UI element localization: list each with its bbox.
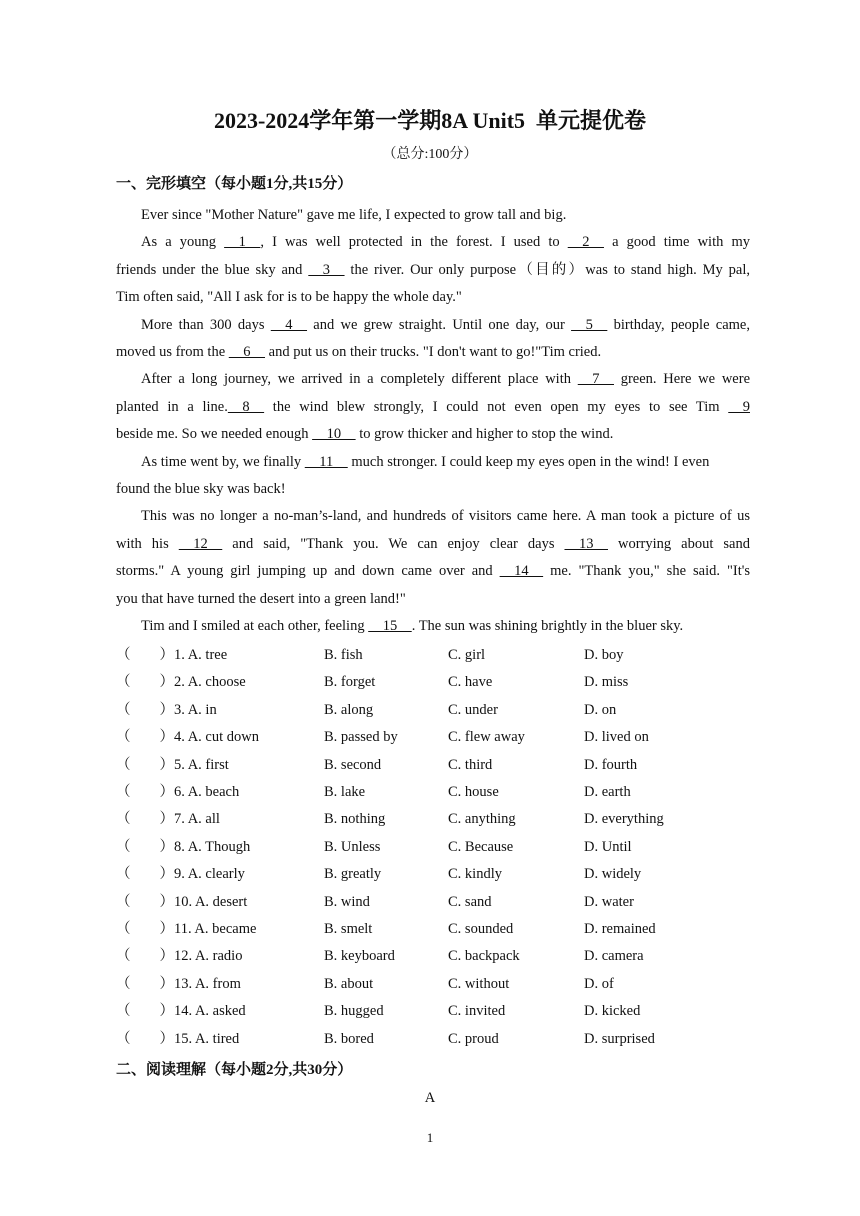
answer-bracket: （ ）: [116, 674, 174, 691]
passage-line: [141, 205, 750, 225]
total-score: （总分:100分）: [382, 147, 478, 162]
option-d: D. Until: [584, 838, 632, 855]
passage-line: [141, 616, 750, 636]
option-d: D. surprised: [584, 1030, 655, 1047]
option-c: C. anything: [448, 811, 516, 828]
answer-bracket: （ ）: [116, 948, 174, 965]
page-title: 2023-2024学年第一学期8A Unit5 单元提优卷: [213, 108, 647, 133]
passage-text: storms." A young girl jumping up and down came over and: [116, 563, 500, 580]
option-a: 13. A. from: [174, 975, 241, 992]
option-d: D. of: [584, 975, 614, 992]
passage-text: Tim often said, "All I ask for is to be happy the whole day.": [116, 289, 462, 306]
passage-text: beside me. So we needed enough: [116, 426, 313, 443]
option-b: B. forget: [324, 674, 376, 691]
passage-line: [141, 232, 750, 252]
passage-text: a good time with my: [603, 234, 750, 251]
option-d: D. widely: [584, 866, 642, 883]
option-d: D. water: [584, 893, 634, 910]
answer-bracket: （ ）: [116, 647, 174, 663]
answer-blank: 12: [178, 535, 223, 552]
option-b: B. along: [324, 701, 374, 718]
option-c: C. backpack: [448, 948, 520, 965]
passage-line: [141, 452, 750, 472]
page-number: 1: [426, 1130, 434, 1145]
option-d: D. lived on: [584, 729, 649, 746]
question-row: [116, 946, 756, 966]
answer-blank: 8: [227, 398, 265, 415]
option-b: B. keyboard: [324, 948, 395, 965]
option-a: 4. A. cut down: [174, 729, 259, 746]
answer-blank: 1: [224, 234, 261, 251]
passage-line: [141, 369, 750, 389]
option-b: B. lake: [324, 784, 366, 800]
option-b: B. wind: [324, 893, 370, 910]
passage-text: friends under the blue sky and: [116, 261, 309, 278]
passage-text: green. Here we were: [613, 371, 751, 388]
passage-line: [116, 589, 750, 609]
passage-text: As a young: [141, 234, 225, 251]
passage-text: Ever since "Mother Nature" gave me life, I expected to grow tall and big.: [141, 207, 567, 223]
question-row: [116, 782, 756, 802]
option-c: C. invited: [448, 1003, 506, 1020]
passage-text: moved us from the: [116, 344, 229, 360]
passage-line: [116, 424, 750, 444]
option-a: 11. A. became: [174, 921, 257, 937]
section-2-heading: 二、阅读理解（每小题2分,共30分）: [116, 1062, 353, 1078]
option-d: D. kicked: [584, 1003, 641, 1020]
option-d: D. boy: [584, 647, 624, 663]
passage-text: birthday, people came,: [607, 316, 750, 333]
option-a: 10. A. desert: [174, 893, 248, 910]
passage-text: you that have turned the desert into a green land!": [116, 590, 406, 607]
answer-blank: 4: [270, 316, 308, 333]
answer-bracket: （ ）: [116, 838, 174, 855]
option-d: D. on: [584, 701, 617, 718]
option-a: 6. A. beach: [174, 784, 240, 800]
passage-text: worrying about sand: [607, 535, 750, 552]
option-b: B. bored: [324, 1030, 374, 1047]
answer-bracket: （ ）: [116, 729, 174, 746]
option-d: D. camera: [584, 948, 644, 965]
option-c: C. under: [448, 701, 498, 718]
passage-text: and said, "Thank you. We can enjoy clear days: [222, 535, 565, 552]
passage-text: After a long journey, we arrived in a completely different place with: [141, 371, 578, 388]
option-b: B. passed by: [324, 729, 398, 746]
question-row: [116, 864, 756, 884]
answer-bracket: （ ）: [116, 1003, 174, 1020]
option-b: B. about: [324, 975, 374, 992]
option-d: D. everything: [584, 811, 664, 828]
passage-text: , I was well protected in the forest. I used to: [260, 234, 568, 251]
option-a: 7. A. all: [174, 811, 220, 828]
option-b: B. smelt: [324, 921, 373, 937]
passage-line: [116, 479, 750, 499]
option-c: C. Because: [448, 838, 514, 855]
question-row: [116, 1029, 756, 1049]
answer-bracket: （ ）: [116, 756, 174, 773]
question-row: [116, 837, 756, 857]
option-c: C. third: [448, 756, 493, 773]
option-b: B. hugged: [324, 1003, 384, 1020]
option-a: 5. A. first: [174, 756, 229, 773]
passage-text: much stronger. I could keep my eyes open in the wind! I even: [347, 453, 710, 470]
question-row: [116, 672, 756, 692]
question-row: [116, 809, 756, 829]
option-c: C. girl: [448, 647, 486, 663]
option-b: B. Unless: [324, 838, 381, 855]
passage-line: [116, 561, 750, 581]
option-c: C. proud: [448, 1030, 499, 1047]
option-b: B. second: [324, 756, 382, 773]
passage-text: planted in a line.: [116, 398, 228, 415]
answer-blank: 6: [228, 344, 266, 360]
option-c: C. sand: [448, 893, 492, 910]
answer-blank: 11: [304, 453, 348, 470]
answer-blank: 2: [567, 234, 604, 251]
answer-bracket: （ ）: [116, 1030, 174, 1047]
answer-bracket: （ ）: [116, 975, 174, 992]
answer-bracket: （ ）: [116, 811, 174, 828]
option-b: B. greatly: [324, 866, 382, 883]
passage-line: [116, 534, 750, 554]
answer-bracket: （ ）: [116, 784, 174, 800]
option-a: 1. A. tree: [174, 647, 228, 663]
option-c: C. kindly: [448, 866, 502, 883]
question-row: [116, 1001, 756, 1021]
option-a: 15. A. tired: [174, 1030, 240, 1047]
option-c: C. house: [448, 784, 499, 800]
question-row: [116, 727, 756, 747]
passage-label: A: [424, 1090, 436, 1106]
option-c: C. without: [448, 975, 510, 992]
answer-bracket: （ ）: [116, 866, 174, 883]
question-row: [116, 974, 756, 994]
section-1-heading: 一、完形填空（每小题1分,共15分）: [116, 176, 353, 192]
passage-line: [141, 506, 750, 526]
passage-text: me. "Thank you," she said. "It's: [543, 563, 750, 580]
option-a: 14. A. asked: [174, 1003, 246, 1020]
option-c: C. flew away: [448, 729, 525, 746]
passage-text: This was no longer a no-man’s-land, and hundreds of visitors came here. A man took a picture of us: [141, 508, 750, 525]
option-c: C. sounded: [448, 921, 514, 937]
passage-line: [116, 287, 750, 307]
answer-bracket: （ ）: [116, 701, 174, 718]
passage-line: [116, 342, 750, 362]
option-b: B. nothing: [324, 811, 386, 828]
option-a: 9. A. clearly: [174, 866, 245, 883]
question-row: [116, 700, 756, 720]
option-d: D. miss: [584, 674, 629, 691]
passage-text: with his: [116, 535, 179, 552]
option-d: D. fourth: [584, 756, 638, 773]
passage-text: More than 300 days: [141, 316, 271, 333]
option-a: 12. A. radio: [174, 948, 243, 965]
option-b: B. fish: [324, 647, 363, 663]
passage-line: [116, 397, 750, 417]
option-c: C. have: [448, 674, 493, 691]
passage-line: [141, 315, 750, 335]
answer-bracket: （ ）: [116, 893, 174, 910]
option-a: 8. A. Though: [174, 838, 251, 855]
option-d: D. remained: [584, 921, 656, 937]
option-a: 3. A. in: [174, 701, 217, 718]
question-row: [116, 892, 756, 912]
question-row: [116, 755, 756, 775]
passage-text: and put us on their trucks. "I don't want to go!"Tim cried.: [265, 344, 602, 360]
answer-blank: 9: [728, 398, 750, 415]
passage-line: [116, 260, 750, 280]
passage-text: Tim and I smiled at each other, feeling: [141, 618, 369, 634]
passage-text: . The sun was shining brightly in the bluer sky.: [411, 618, 684, 634]
passage-text: As time went by, we finally: [141, 453, 305, 470]
answer-blank: 15: [368, 618, 412, 634]
answer-blank: 14: [499, 563, 544, 580]
answer-blank: 13: [564, 535, 608, 552]
passage-text: and we grew straight. Until one day, our: [307, 316, 572, 333]
answer-bracket: （ ）: [116, 921, 174, 937]
question-row: [116, 919, 756, 939]
answer-blank: 7: [577, 371, 614, 388]
answer-blank: 5: [571, 316, 608, 333]
answer-blank: 3: [308, 261, 345, 278]
answer-blank: 10: [312, 426, 356, 443]
passage-text: the river. Our only purpose（目的）was to stand high. My pal,: [344, 261, 751, 278]
option-a: 2. A. choose: [174, 674, 246, 691]
question-row: [116, 645, 756, 665]
option-d: D. earth: [584, 784, 631, 800]
passage-text: to grow thicker and higher to stop the wind.: [355, 426, 614, 443]
passage-text: the wind blew strongly, I could not even open my eyes to see Tim: [264, 398, 729, 415]
passage-text: found the blue sky was back!: [116, 481, 286, 497]
